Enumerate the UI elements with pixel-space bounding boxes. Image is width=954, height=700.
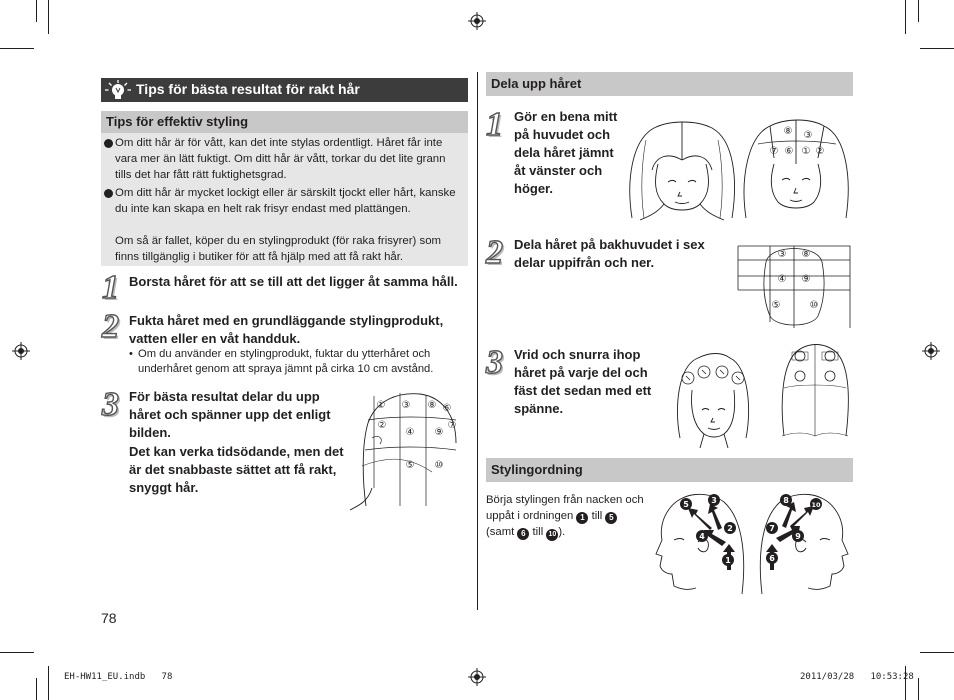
order-number-badge: 10 [546,529,558,541]
head-twisted-front-illustration [672,348,754,450]
section-label: ⑥ [784,146,794,157]
section-label: ⑧ [801,249,811,260]
tip-item [115,233,465,265]
order-badge: 8 [783,496,789,505]
note-text: Om du använder en stylingprodukt, fuktar du ytterhåret och underhåret genom att spraya jämnt på cirka 10 cm avstånd. [138,348,434,375]
section-label: ⑤ [405,460,415,471]
order-badge: 5 [683,500,689,509]
order-badge: 4 [699,532,705,541]
registration-mark-right [922,342,940,360]
tip-text: Om ditt hår är för vått, kan det inte stylas ordentligt. Håret får inte vara mer än lätt fuktigt. Om ditt hår är vått, torkar du det lite grann tills det har fått rätt fuktighetsgrad. [115,137,446,181]
order-text: ). [558,526,566,538]
step-text: För bästa resultat delar du upp håret och spänner upp det enligt bilden. [129,389,331,440]
order-badge: 7 [769,524,775,533]
section-label: ① [376,400,386,411]
step-text: Vrid och snurra ihop håret på varje del och fäst det sedan med ett spänne. [514,347,652,416]
order-badge: 3 [711,496,717,505]
section-label: ③ [777,249,787,260]
section-label: ③ [803,130,813,141]
order-number-badge: 6 [517,528,529,540]
section-label: ⑥ [442,403,452,414]
section-label: ⑧ [427,400,437,411]
styling-order-left-profile-illustration [652,490,748,602]
section-label: ⑤ [771,300,781,311]
order-number-badge: 1 [576,512,588,524]
order-badge: 1 [725,556,731,565]
step-text: Dela håret på bakhuvudet i sex delar uppifrån och ner. [514,237,705,270]
section-label: ⑩ [809,300,819,311]
section-label: ⑨ [434,427,444,438]
section-label: ② [377,420,387,431]
section-label: ⑧ [783,126,793,137]
step-text: Fukta håret med en grundläggande stylingprodukt, vatten eller en våt handduk. [129,313,444,346]
section-label: ③ [401,400,411,411]
bullet-icon [104,139,113,148]
section-header-divide [486,72,853,96]
order-text: till [529,526,547,538]
section-title: Stylingordning [491,462,583,477]
section-header-tips [101,78,468,102]
head-front-parted-illustration [624,120,740,222]
head-back-sections-illustration [348,388,460,512]
order-text: till [588,510,606,522]
subsection-title: Tips för effektiv styling [106,114,249,129]
order-badge: 6 [769,554,775,563]
section-title: Tips för bästa resultat för rakt hår [136,81,360,97]
step-number: 1 [102,269,119,306]
lightbulb-icon [103,79,133,101]
bullet-icon [104,189,113,198]
step-text: Gör en bena mitt på huvudet och dela håret jämnt åt vänster och höger. [514,109,618,196]
tip-item [115,135,465,183]
section-label: ② [815,146,825,157]
tip-text: Om så är fallet, köper du en stylingprodukt (för raka frisyrer) som finns tillgänglig i butiker för att få hjälp med att få rakt hår. [115,235,442,263]
note-bullet: • [129,348,133,360]
section-header-order [486,458,853,482]
registration-mark-left [12,342,30,360]
subsection-header [101,111,468,133]
column-divider [477,72,478,610]
section-label: ④ [405,427,415,438]
styling-order-right-profile-illustration [756,490,854,602]
section-label: ⑦ [447,420,457,431]
page-number: 78 [101,610,117,626]
step-number: 3 [486,344,503,381]
order-badge: 2 [727,524,733,533]
section-label: ① [801,146,811,157]
head-front-sections-illustration [740,118,852,222]
section-label: ④ [777,274,787,285]
section-label: ⑨ [801,274,811,285]
footer-timestamp: 2011/03/28 10:53:28 [800,672,914,682]
order-number-badge: 5 [605,512,617,524]
tip-item [115,185,465,217]
section-label: ⑦ [769,146,779,157]
order-badge: 10 [811,501,821,509]
footer-file: EH-HW11_EU.indb 78 [64,672,173,682]
order-text: Börja stylingen från nacken och uppåt i ordningen [486,494,644,522]
registration-mark-top [468,12,486,30]
step-number: 2 [102,308,119,345]
step-number: 2 [486,234,503,271]
section-label: ⑩ [434,460,444,471]
head-twisted-back-illustration [778,342,852,442]
registration-mark-bottom [468,668,486,686]
head-back-grid-illustration [736,240,852,332]
order-description [486,492,648,541]
section-title: Dela upp håret [491,76,582,91]
step-text: Borsta håret för att se till att det ligger åt samma håll. [129,274,458,289]
order-text: (samt [486,526,518,538]
order-badge: 9 [795,532,801,541]
step-text-2: Det kan verka tidsödande, men det är det snabbaste sättet att få rakt, snyggt hår. [129,444,344,495]
step-note [129,347,464,377]
tip-text: Om ditt hår är mycket lockigt eller är särskilt tjockt eller hårt, kanske du inte kan skapa en helt rak frisyr endast med plattängen. [115,187,456,215]
step-number: 3 [102,386,119,423]
step-number: 1 [486,106,503,143]
